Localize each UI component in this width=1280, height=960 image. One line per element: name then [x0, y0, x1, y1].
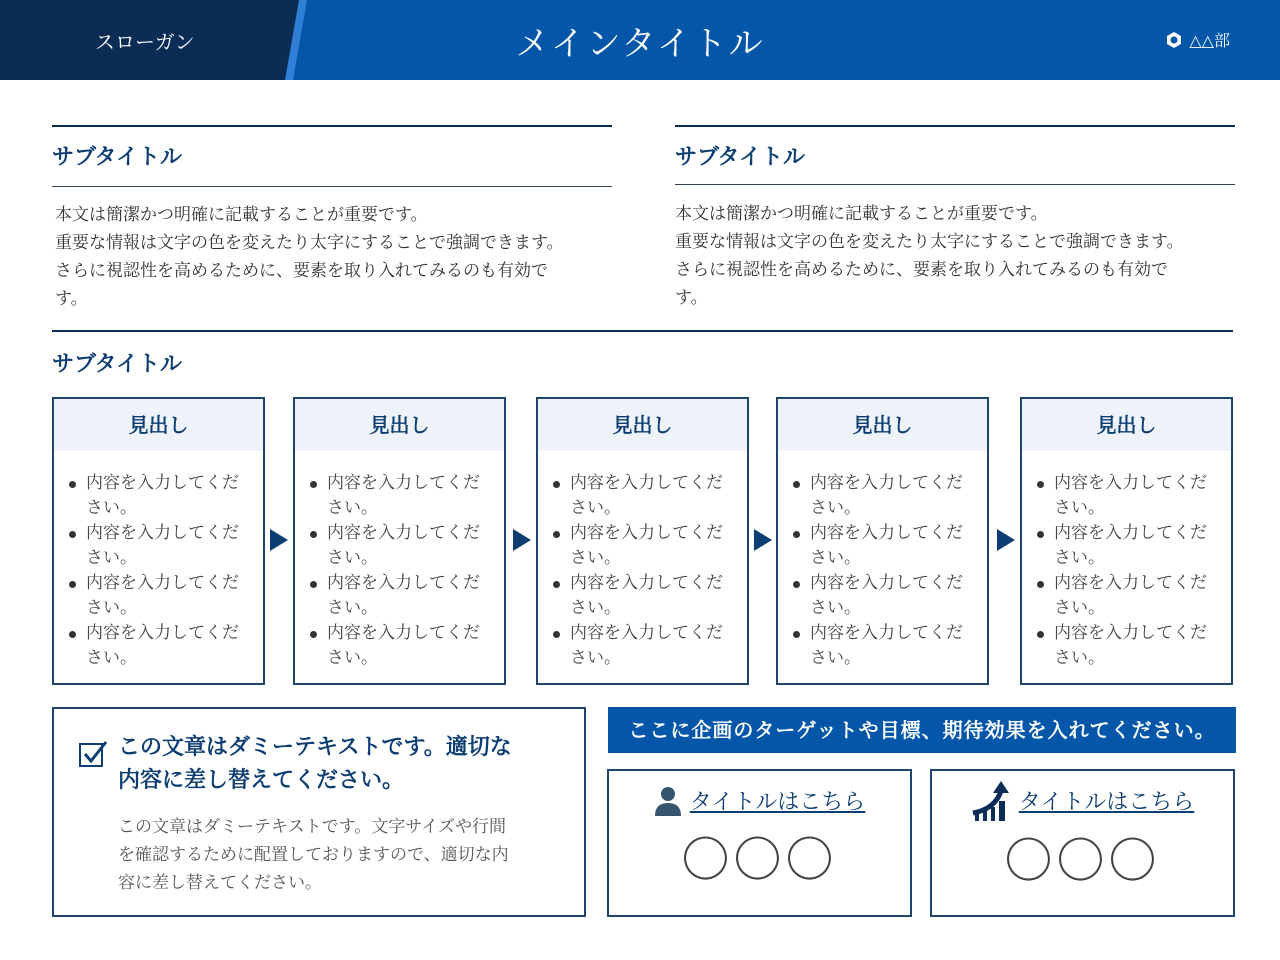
note-body: この文章はダミーテキストです。文字サイズや行間 を確認するために配置しておりますので、適切な内 容に差し替えてください。	[118, 817, 509, 893]
list-item: 内容を入力してください。	[66, 571, 253, 621]
kpi-title-link[interactable]: タイトルはこちら	[1018, 789, 1195, 815]
checkbox-icon	[78, 739, 108, 769]
list-item: 内容を入力してください。	[307, 621, 494, 671]
divider	[675, 125, 1235, 127]
list-item: 内容を入力してください。	[307, 521, 494, 571]
body-text: 本文は簡潔かつ明確に記載することが重要です。 重要な情報は文字の色を変えたり太字にすることで強調できます。 さらに視認性を高めるために、要素を取り入れてみるのも有効で す。	[55, 205, 564, 309]
list-item: 内容を入力してください。	[307, 571, 494, 621]
list-item: 内容を入力してください。	[550, 571, 737, 621]
flow-arrow-icon	[754, 529, 772, 551]
kpi-value: 〇〇〇	[1004, 833, 1161, 889]
note-title: この文章はダミーテキストです。適切な 内容に差し替えてください。	[118, 735, 512, 793]
department: △△部	[1165, 28, 1230, 51]
flow-card	[293, 397, 506, 685]
card-heading: 見出し	[778, 399, 987, 451]
card-list	[54, 451, 263, 671]
divider	[52, 125, 612, 127]
card-list	[1022, 451, 1231, 671]
person-icon	[654, 786, 682, 816]
subtitle: サブタイトル	[675, 145, 806, 170]
list-item: 内容を入力してください。	[790, 521, 977, 571]
card-heading: 見出し	[538, 399, 747, 451]
kpi-card	[930, 769, 1235, 917]
flow-card	[52, 397, 265, 685]
flow-card	[776, 397, 989, 685]
card-list	[778, 451, 987, 671]
kpi-title-link[interactable]: タイトルはこちら	[689, 790, 866, 815]
list-item: 内容を入力してください。	[550, 621, 737, 671]
card-list	[295, 451, 504, 671]
kpi-value: 〇〇〇	[681, 832, 838, 888]
note-box	[52, 707, 586, 917]
list-item: 内容を入力してください。	[790, 471, 977, 521]
header	[0, 0, 1280, 80]
divider	[52, 330, 1233, 332]
card-list	[538, 451, 747, 671]
list-item: 内容を入力してください。	[66, 621, 253, 671]
subtitle: サブタイトル	[52, 145, 183, 170]
flow-card	[1020, 397, 1233, 685]
list-item: 内容を入力してください。	[1034, 471, 1221, 521]
list-item: 内容を入力してください。	[550, 471, 737, 521]
card-heading: 見出し	[54, 399, 263, 451]
main-title: メインタイトル	[515, 24, 765, 64]
flow-card	[536, 397, 749, 685]
growth-chart-icon	[971, 779, 1011, 821]
subtitle: サブタイトル	[52, 352, 183, 377]
list-item: 内容を入力してください。	[550, 521, 737, 571]
card-heading: 見出し	[1022, 399, 1231, 451]
divider	[52, 186, 612, 187]
target-banner: ここに企画のターゲットや目標、期待効果を入れてください。	[608, 707, 1236, 753]
body-text: 本文は簡潔かつ明確に記載することが重要です。 重要な情報は文字の色を変えたり太字にすることで強調できます。 さらに視認性を高めるために、要素を取り入れてみるのも有効で す。	[675, 204, 1184, 308]
flow-arrow-icon	[997, 529, 1015, 551]
flow-arrow-icon	[270, 529, 288, 551]
flow-arrow-icon	[513, 529, 531, 551]
card-heading: 見出し	[295, 399, 504, 451]
divider	[675, 184, 1235, 185]
list-item: 内容を入力してください。	[1034, 621, 1221, 671]
list-item: 内容を入力してください。	[1034, 521, 1221, 571]
kpi-card	[607, 769, 912, 917]
hexagon-logo-icon	[1165, 31, 1183, 49]
list-item: 内容を入力してください。	[1034, 571, 1221, 621]
slogan: スローガン	[95, 30, 195, 54]
list-item: 内容を入力してください。	[790, 621, 977, 671]
list-item: 内容を入力してください。	[307, 471, 494, 521]
list-item: 内容を入力してください。	[790, 571, 977, 621]
list-item: 内容を入力してください。	[66, 521, 253, 571]
list-item: 内容を入力してください。	[66, 471, 253, 521]
